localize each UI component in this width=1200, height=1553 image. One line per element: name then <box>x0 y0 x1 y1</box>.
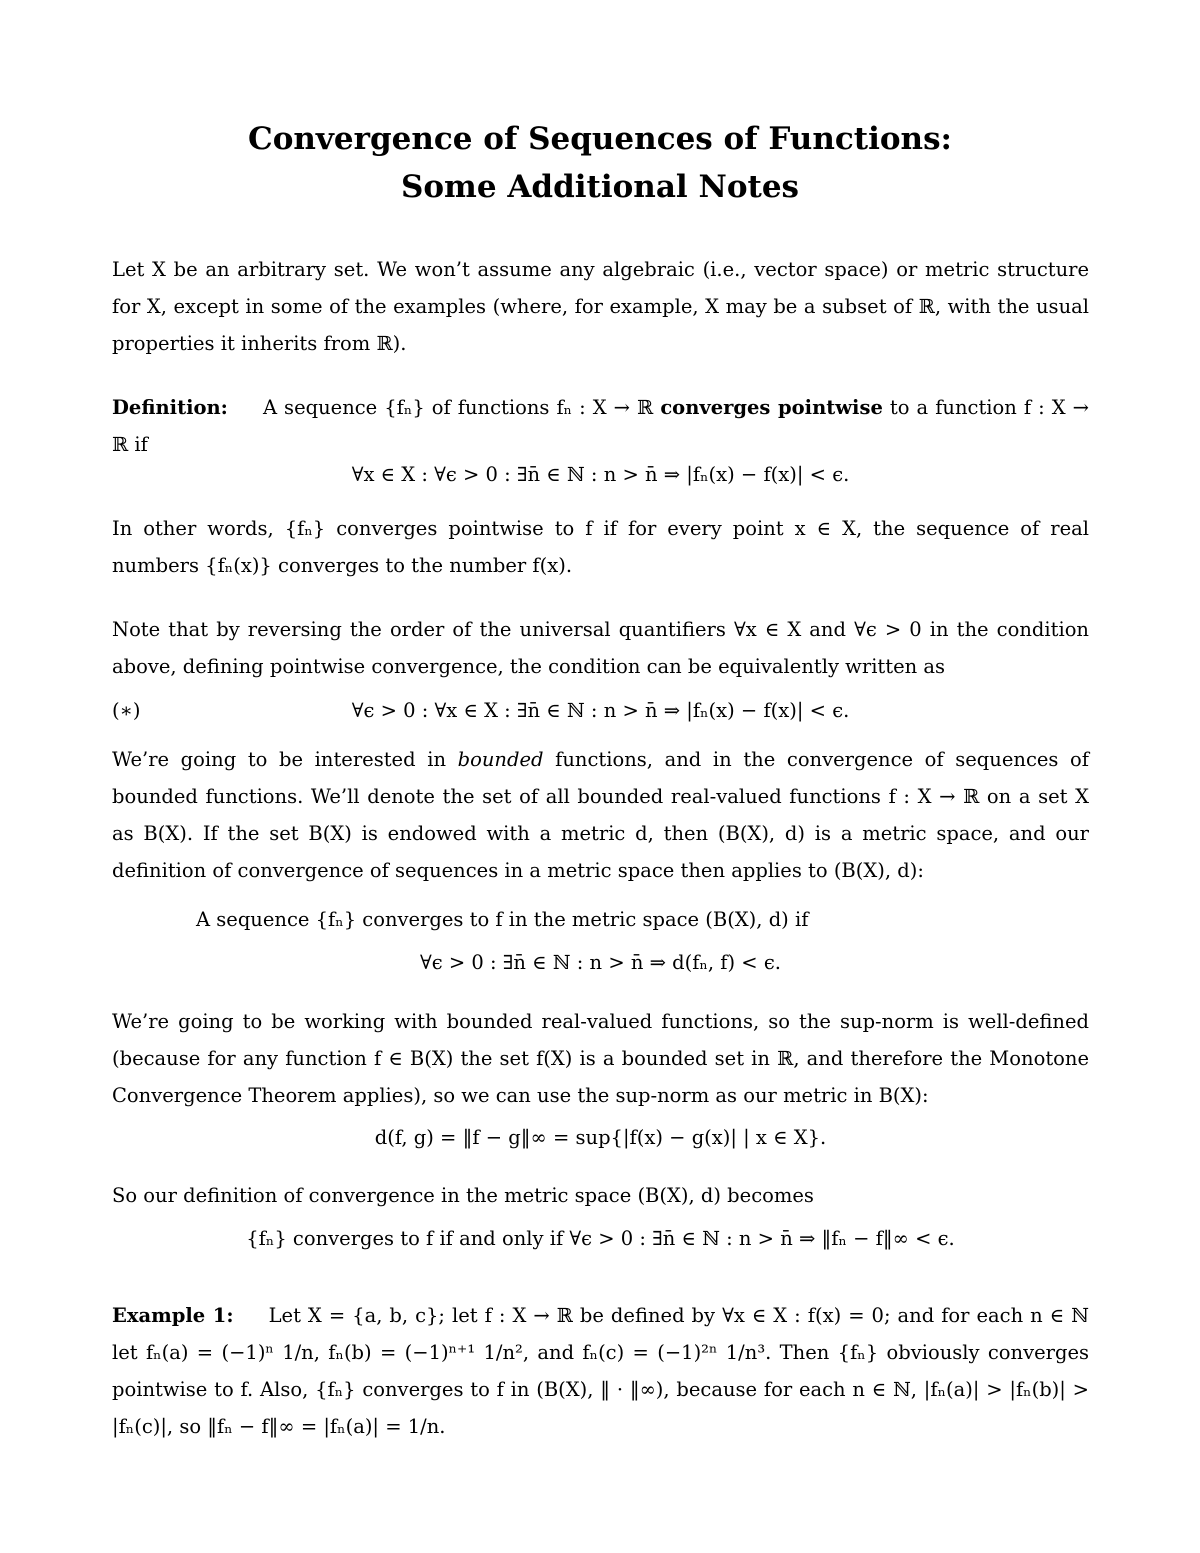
metric-definition-text: A sequence {fₙ} converges to f in the metric space (B(X), d) if <box>196 908 809 931</box>
star-formula: ∀ϵ > 0 : ∀x ∈ X : ∃n̄ ∈ ℕ : n > n̄ ⇒ |fₙ(x) − f(x)| < ϵ. <box>351 699 850 722</box>
supnorm-formula: d(f, g) = ‖f − g‖∞ = sup{|f(x) − g(x)| | x ∈ X}. <box>374 1126 827 1149</box>
definition-paragraph <box>112 389 1089 463</box>
definition-keyword: converges pointwise <box>660 396 883 419</box>
so-our-paragraph: So our definition of convergence in the metric space (B(X), d) becomes <box>112 1184 814 1207</box>
metric-definition-formula: ∀ϵ > 0 : ∃n̄ ∈ ℕ : n > n̄ ⇒ d(fₙ, f) < ϵ. <box>420 951 781 974</box>
note-paragraph: Note that by reversing the order of the universal quantifiers ∀x ∈ X and ∀ϵ > 0 in the condition above, defining pointwise convergence, the condition can be equivalently written as <box>112 618 1089 678</box>
definition-text-after: to a function f : X → ℝ if <box>112 396 1089 456</box>
convergence-formula: {fₙ} converges to f if and only if ∀ϵ > 0 : ∃n̄ ∈ ℕ : n > n̄ ⇒ ‖fₙ − f‖∞ < ϵ. <box>246 1227 955 1250</box>
supnorm-paragraph: We’re going to be working with bounded real-valued functions, so the sup-norm is well-defined (because for any function f ∈ B(X) the set f(X) is a bounded set in ℝ, and therefore the Monotone Convergence Theorem applies), so we can use the sup-norm as our metric in B(X): <box>112 1010 1089 1107</box>
definition-text-before: A sequence {fₙ} of functions fₙ : X → ℝ <box>262 396 654 419</box>
other-words-paragraph: In other words, {fₙ} converges pointwise to f if for every point x ∈ X, the sequence of real numbers {fₙ(x)} converges to the number f(x). <box>112 517 1089 577</box>
example-1-text: Let X = {a, b, c}; let f : X → ℝ be defined by ∀x ∈ X : f(x) = 0; and for each n ∈ ℕ let fₙ(a) = (−1)ⁿ 1/n, fₙ(b) = (−1)ⁿ⁺¹ 1/n², and fₙ(c) = (−1)²ⁿ 1/n³. Then {fₙ} obviously converges pointwise to f. Also, {fₙ} converges to f in (B(X), ‖ · ‖∞), because for each n ∈ ℕ, |fₙ(a)| > |fₙ(b)| > |fₙ(c)|, so ‖fₙ − f‖∞ = |fₙ(a)| = 1/n. <box>112 1304 1089 1438</box>
example-1-paragraph <box>112 1297 1089 1445</box>
definition-label: Definition: <box>112 396 228 419</box>
title-line-1: Convergence of Sequences of Functions: <box>248 121 952 157</box>
example-1-label: Example 1: <box>112 1304 234 1327</box>
pointwise-formula: ∀x ∈ X : ∀ϵ > 0 : ∃n̄ ∈ ℕ : n > n̄ ⇒ |fₙ(x) − f(x)| < ϵ. <box>351 463 850 486</box>
title-line-2: Some Additional Notes <box>400 169 800 205</box>
bounded-emphasis: bounded <box>457 748 544 771</box>
intro-paragraph: Let X be an arbitrary set. We won’t assume any algebraic (i.e., vector space) or metric structure for X, except in some of the examples (where, for example, X may be a subset of ℝ, with the usual properties it inherits from ℝ). <box>112 258 1089 355</box>
bounded-after: functions, and in the convergence of sequences of bounded functions. We’ll denote the set of all bounded real-valued functions f : X → ℝ on a set X as B(X). If the set B(X) is endowed with a metric d, then (B(X), d) is a metric space, and our definition of convergence of sequences in a metric space then applies to (B(X), d): <box>112 748 1089 882</box>
bounded-paragraph <box>112 741 1089 889</box>
star-tag: (∗) <box>112 699 141 722</box>
bounded-before: We’re going to be interested in <box>112 748 446 771</box>
